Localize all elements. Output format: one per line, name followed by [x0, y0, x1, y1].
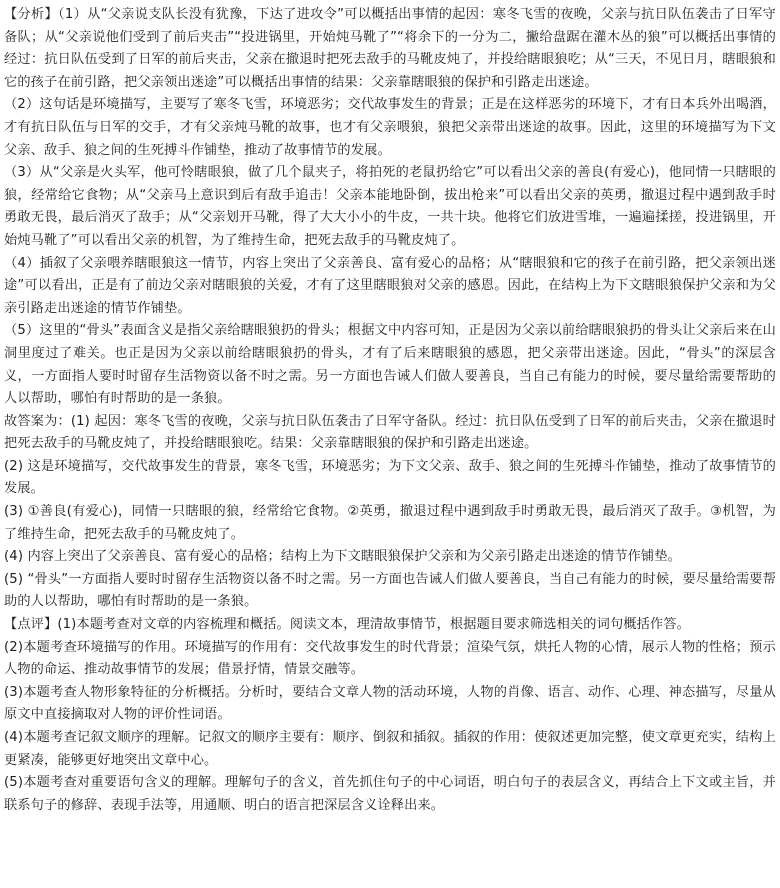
comment-paragraph-4: (4)本题考查记叙文顺序的理解。记叙文的顺序主要有：顺序、倒叙和插叙。插叙的作用：使叙述更加完整，使文章更充实，结构上更紧凑，能够更好地突出文章中心。: [4, 730, 776, 768]
analysis-paragraph-1: 【分析】（1）从“父亲说支队长没有犹豫，下达了进攻令”可以概括出事情的起因：寒冬飞雪的夜晚，父亲与抗日队伍袭击了日军守备队；从“父亲说他们受到了前后夹击”“投进锅里，开始炖马靴了”“将余下的一分为二，撇给盘踞在灌木丛的狼”可以概括出事情的经过：抗日队伍受到了日军的前后夹击，父亲在撤退时把死去敌手的马靴皮炖了，并投给瞎眼狼吃；从“三天，不见日月，瞎眼狼和它的孩子在前引路，把父亲领出迷途”可以概括出事情的结果：父亲靠瞎眼狼的保护和引路走出迷途。: [4, 7, 776, 90]
analysis-paragraph-3: （3）从“父亲是火头军，他可怜瞎眼狼，做了几个鼠夹子，将拍死的老鼠扔给它”可以看出父亲的善良(有爱心)，他同情一只瞎眼的狼，经常给它食物；从“父亲马上意识到后有敌手追击！父亲本能地卧倒，拔出枪来”可以看出父亲的英勇，撤退过程中遇到敌手时勇敢无畏，最后消灭了敌手；从“父亲划开马靴，得了大大小小的牛皮，一共十块。他将它们放进雪堆，一遍遍揉搓，投进锅里，开始炖马靴了”可以看出父亲的机智，为了维持生命，把死去敌手的马靴皮炖了。: [4, 165, 776, 248]
comment-paragraph-1: 【点评】(1)本题考查对文章的内容梳理和概括。阅读文本，理清故事情节，根据题目要求筛选相关的词句概括作答。: [4, 617, 691, 633]
answer-paragraph-2: (2) 这是环境描写，交代故事发生的背景，寒冬飞雪，环境恶劣；为下文父亲、敌手、狼之间的生死搏斗作铺垫，推动了故事情节的发展。: [4, 458, 776, 497]
answer-paragraph-4: (4) 内容上突出了父亲善良、富有爱心的品格；结构上为下文瞎眼狼保护父亲和为父亲引路走出迷途的情节作铺垫。: [4, 549, 682, 565]
answer-paragraph-5: (5) “骨头”一方面指人要时时留存生活物资以备不时之需。另一方面也告诫人们做人要善良，当自己有能力的时候，要尽量给需要帮助的人以帮助，哪怕有时帮助的是一条狼。: [4, 571, 776, 610]
answer-paragraph-1: 故答案为：(1) 起因：寒冬飞雪的夜晚，父亲与抗日队伍袭击了日军守备队。经过：抗日队伍受到了日军的前后夹击，父亲在撤退时把死去敌手的马靴皮炖了，并投给瞎眼狼吃。结果：父亲靠瞎眼狼的保护和引路走出迷途。: [4, 413, 776, 452]
comment-paragraph-2: (2)本题考查环境描写的作用。环境描写的作用有：交代故事发生的时代背景；渲染气氛，烘托人物的心情，展示人物的性格；预示人物的命运、推动故事情节的发展；借景抒情，情景交融等。: [4, 639, 776, 678]
comment-paragraph-5: (5)本题考查对重要语句含义的理解。理解句子的含义，首先抓住句子的中心词语，明白句子的表层含义，再结合上下文或主旨，并联系句子的修辞、表现手法等，用通顺、明白的语言把深层含义诠释出来。: [4, 775, 776, 813]
comment-paragraph-3: (3)本题考查人物形象特征的分析概括。分析时，要结合文章人物的活动环境，人物的肖像、语言、动作、心理、神态描写，尽量从原文中直接摘取对人物的评价性词语。: [4, 684, 776, 723]
analysis-paragraph-5: （5）这里的“骨头”表面含义是指父亲给瞎眼狼扔的骨头；根据文中内容可知，正是因为父亲以前给瞎眼狼扔的骨头让父亲后来在山洞里度过了难关。也正是因为父亲以前给瞎眼狼扔的骨头，才有了后来瞎眼狼的感恩，把父亲带出迷途。因此，“骨头”的深层含义，一方面指人要时时留存生活物资以备不时之需。另一方面也告诫人们做人要善良，当自己有能力的时候，要尽量给需要帮助的人以帮助，哪怕有时帮助的是一条狼。: [4, 323, 776, 407]
answer-paragraph-3: (3) ①善良(有爱心)，同情一只瞎眼的狼，经常给它食物。②英勇，撤退过程中遇到敌手时勇敢无畏，最后消灭了敌手。③机智，为了维持生命，把死去敌手的马靴皮炖了。: [4, 504, 776, 542]
analysis-paragraph-4: （4）插叙了父亲喂养瞎眼狼这一情节，内容上突出了父亲善良、富有爱心的品格；从“瞎眼狼和它的孩子在前引路，把父亲领出迷途”可以看出，正是有了前边父亲对瞎眼狼的关爱，才有了这里瞎眼狼对父亲的感恩。因此，在结构上为下文瞎眼狼保护父亲和为父亲引路走出迷途的情节作铺垫。: [4, 255, 776, 316]
analysis-paragraph-2: （2）这句话是环境描写，主要写了寒冬飞雪，环境恶劣；交代故事发生的背景；正是在这样恶劣的环境下，才有日本兵外出喝酒，才有抗日队伍与日军的交手，才有父亲炖马靴的故事，也才有父亲喂狼，狼把父亲带出迷途的故事。因此，这里的环境描写为下文父亲、敌手、狼之间的生死搏斗作铺垫，推动了故事情节的发展。: [4, 97, 776, 158]
